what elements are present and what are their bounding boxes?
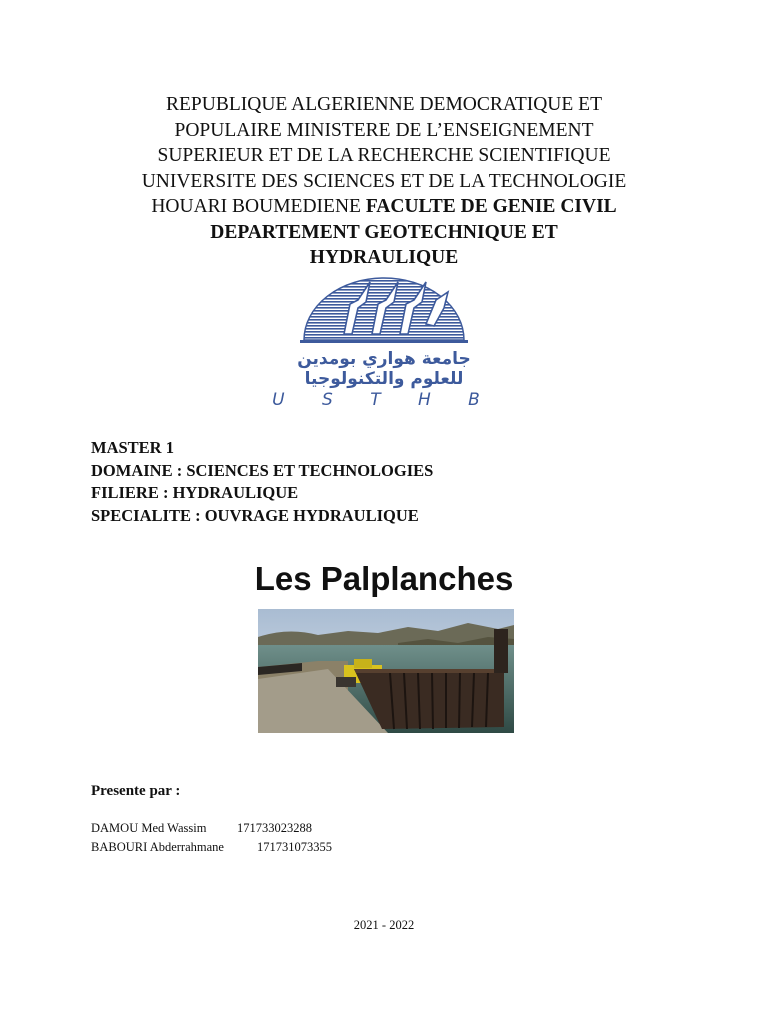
author-name: DAMOU Med Wassim [91,821,207,835]
author-id: 171733023288 [237,821,312,835]
department-name: DEPARTEMENT GEOTECHNIQUE ET [210,221,558,243]
header-line [80,194,688,220]
institution-header [80,92,688,271]
specialty-line: SPECIALITE : OUVRAGE HYDRAULIQUE [91,505,419,525]
header-line: REPUBLIQUE ALGERIENNE DEMOCRATIQUE ET [165,94,602,115]
logo-acronym: U S T H B [272,390,496,410]
usthb-logo [272,274,496,410]
header-line: UNIVERSITE DES SCIENCES ET DE LA TECHNOLOGIE [141,170,627,192]
program-info [91,437,433,527]
sheet-pile-photo [258,609,514,733]
department-name-cont: HYDRAULIQUE [309,247,459,268]
academic-year: 2021 - 2022 [353,918,415,932]
document-title: Les Palplanches [254,560,514,597]
author-row [91,840,332,855]
master-level: MASTER 1 [91,438,174,457]
author-id: 171731073355 [257,840,332,854]
author-row [91,821,312,836]
logo-arabic-line2: للعلوم والتكنولوجيا [304,369,464,389]
header-line: POPULAIRE MINISTERE DE L’ENSEIGNEMENT [174,119,594,141]
domain-line: DOMAINE : SCIENCES ET TECHNOLOGIES [91,460,434,480]
logo-arabic-line1: جامعة هواري بومدين [297,349,471,369]
author-name: BABOURI Abderrahmane [91,840,224,854]
faculty-name: FACULTE DE GENIE CIVIL [365,196,617,217]
presented-by-label: Presente par : [91,783,181,799]
field-line: FILIERE : HYDRAULIQUE [91,483,299,502]
header-line: SUPERIEUR ET DE LA RECHERCHE SCIENTIFIQUE [157,145,611,166]
university-name: HOUARI BOUMEDIENE [151,196,361,217]
